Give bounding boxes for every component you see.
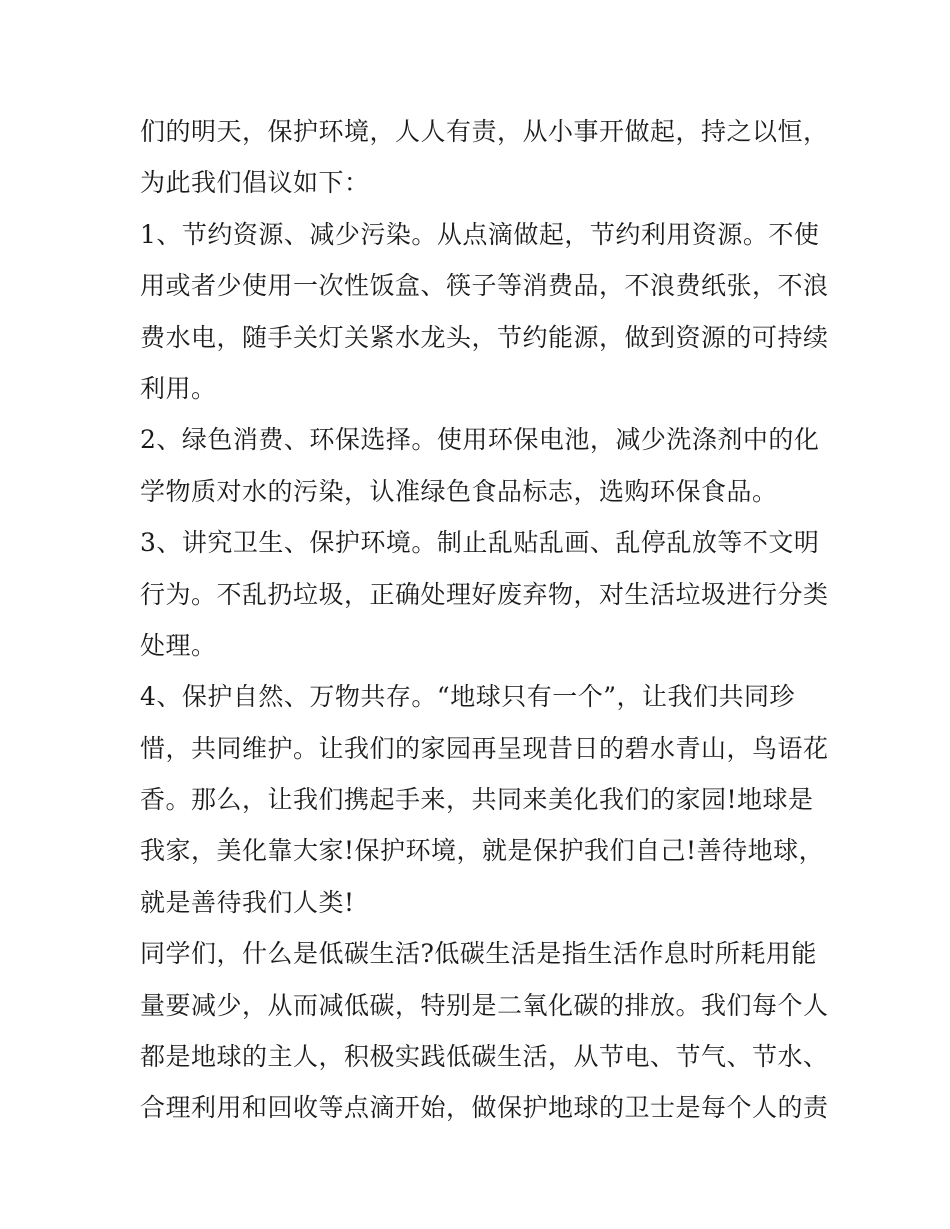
text-line-12: 4、保护自然、万物共存。“地球只有一个”，让我们共同珍 [140, 682, 795, 712]
text-line-9: 3、讲究卫生、保护环境。制止乱贴乱画、乱停乱放等不文明 [140, 528, 820, 558]
text-line-16: 就是善待我们人类! [140, 887, 355, 917]
text-line-10: 行为。不乱扔垃圾，正确处理好废弃物，对生活垃圾进行分类 [140, 579, 829, 609]
text-line-20: 合理利用和回收等点滴开始，做保护地球的卫士是每个人的责 [140, 1093, 829, 1123]
text-line-7: 2、绿色消费、环保选择。使用环保电池，减少洗涤剂中的化 [140, 425, 820, 455]
text-line-18: 量要减少，从而减低碳，特别是二氧化碳的排放。我们每个人 [140, 990, 829, 1020]
text-line-8: 学物质对水的污染，认准绿色食品标志，选购环保食品。 [140, 476, 778, 506]
text-line-15: 我家，美化靠大家!保护环境，就是保护我们自己!善待地球， [140, 836, 825, 866]
text-line-3: 1、节约资源、减少污染。从点滴做起，节约利用资源。不使 [140, 219, 820, 249]
text-line-5: 费水电，随手关灯关紧水龙头，节约能源，做到资源的可持续 [140, 322, 829, 352]
text-line-1: 们的明天，保护环境，人人有责，从小事开做起，持之以恒， [140, 117, 829, 146]
text-line-13: 惜，共同维护。让我们的家园再呈现昔日的碧水青山，鸟语花 [140, 733, 829, 763]
text-line-14: 香。那么，让我们携起手来，共同来美化我们的家园!地球是 [140, 785, 814, 815]
text-line-4: 用或者少使用一次性饭盒、筷子等消费品，不浪费纸张，不浪 [140, 271, 829, 301]
text-line-17: 同学们，什么是低碳生活?低碳生活是指生活作息时所耗用能 [140, 939, 817, 969]
text-line-6: 利用。 [140, 373, 217, 403]
document-body [140, 106, 829, 1134]
text-line-11: 处理。 [140, 630, 217, 660]
text-line-2: 为此我们倡议如下： [140, 168, 370, 198]
text-line-19: 都是地球的主人，积极实践低碳生活，从节电、节气、节水、 [140, 1042, 829, 1072]
